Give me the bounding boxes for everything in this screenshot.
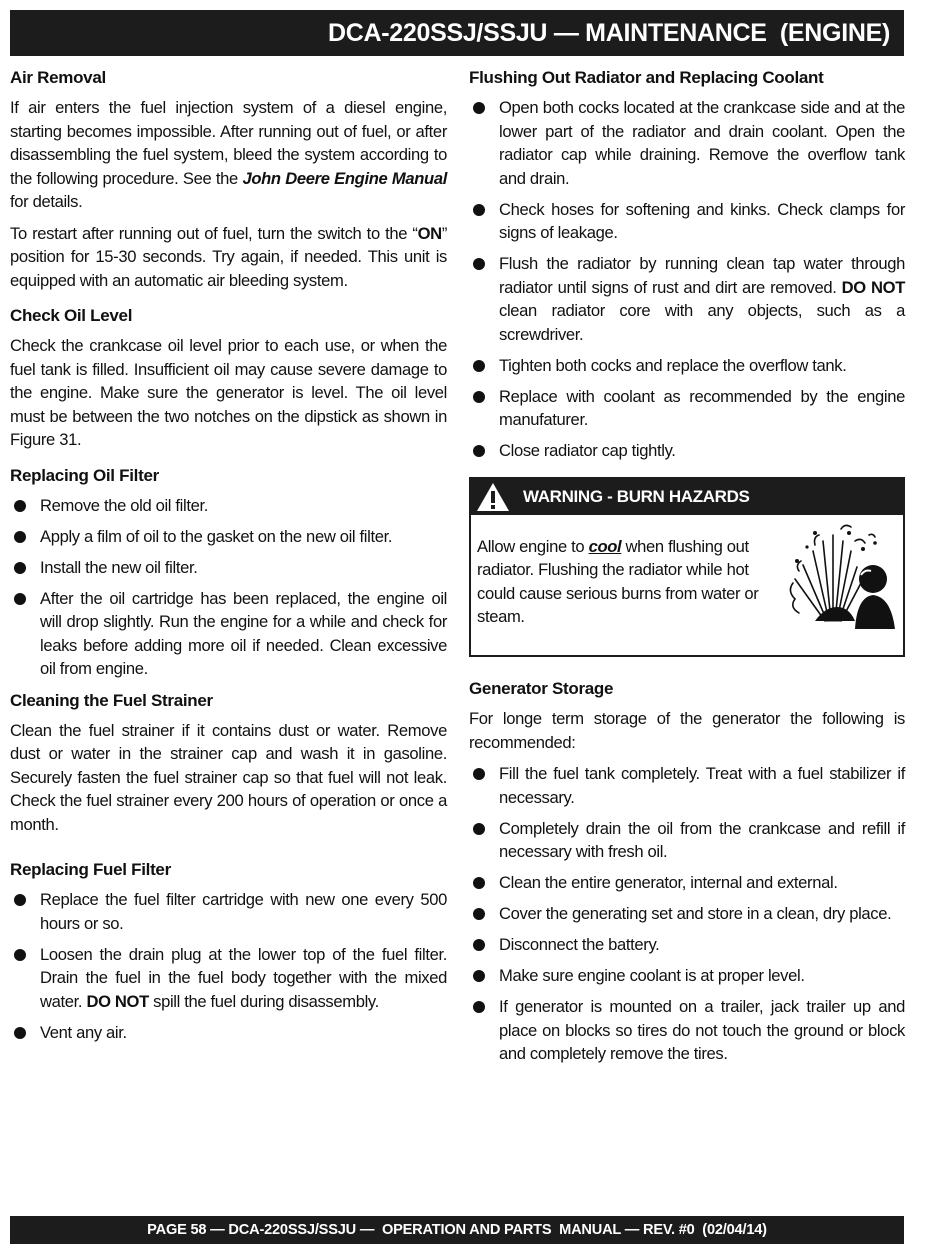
text-run: for details.	[10, 192, 83, 211]
list-item: Disconnect the battery.	[469, 933, 905, 957]
air-removal-paragraph-2	[10, 222, 447, 293]
warning-text	[477, 535, 775, 629]
manual-reference: John Deere Engine Manual	[242, 168, 447, 188]
check-oil-paragraph: Check the crankcase oil level prior to each use, or when the fuel tank is filled. Insufficient oil may cause severe damage to the engine. Make sure the generator is level. The oil level must be between the two notches on the dipstick as shown in Figure 31.	[10, 336, 447, 449]
text-run: If air enters the fuel injection system of a diesel engine, starting becomes impossible. After running out of fuel, or after disassembling the fuel system, bleed the system according to the following procedure. See the	[10, 98, 447, 188]
text-run: ” position for 15-30 seconds. Try again, if needed. This unit is equipped with an automatic air bleeding system.	[10, 223, 447, 290]
section-flushing-radiator	[469, 66, 905, 463]
air-removal-paragraph-1	[10, 96, 447, 214]
list-item: Replace the fuel filter cartridge with new one every 500 hours or so.	[10, 888, 447, 935]
section-generator-storage	[469, 677, 905, 1066]
storage-intro: For longe term storage of the generator the following is recommended:	[469, 709, 905, 752]
heading-flushing-radiator: Flushing Out Radiator and Replacing Coolant	[469, 68, 824, 87]
heading-replacing-oil-filter: Replacing Oil Filter	[10, 465, 159, 485]
list-item: Open both cocks located at the crankcase side and at the lower part of the radiator and drain coolant. Open the radiator cap while draining. Remove the overflow tank and drain.	[469, 96, 905, 190]
text-run: Allow engine to	[477, 536, 589, 556]
list-item	[469, 252, 905, 346]
list-item: Clean the entire generator, internal and external.	[469, 871, 905, 895]
section-replacing-fuel-filter	[10, 858, 447, 1044]
list-item: Install the new oil filter.	[10, 556, 447, 580]
list-item: Completely drain the oil from the crankcase and refill if necessary with fresh oil.	[469, 817, 905, 864]
cool-keyword: cool	[588, 536, 622, 556]
page-header	[10, 10, 904, 56]
on-keyword: ON	[417, 223, 442, 243]
text-run: spill the fuel during disassembly.	[148, 991, 379, 1011]
list-item: Close radiator cap tightly.	[469, 439, 905, 463]
radiator-list	[469, 96, 905, 463]
text-run: Flush the radiator by running clean tap water through radiator until signs of rust and dirt are removed.	[499, 254, 905, 297]
fuel-filter-list	[10, 888, 447, 1044]
warning-header	[471, 479, 903, 515]
text-run: when flushing out radiator. Flushing the radiator while hot could cause serious burns from water or steam.	[477, 536, 759, 626]
oil-filter-list	[10, 494, 447, 681]
list-item: If generator is mounted on a trailer, jack trailer up and place on blocks so tires do not touch the ground or block and completely remove the tires.	[469, 995, 905, 1066]
storage-list	[469, 762, 905, 1066]
right-column	[469, 66, 905, 1074]
list-item: Fill the fuel tank completely. Treat with a fuel stabilizer if necessary.	[469, 762, 905, 809]
list-item: Apply a film of oil to the gasket on the new oil filter.	[10, 525, 447, 549]
page-title: DCA-220SSJ/SSJU — MAINTENANCE (ENGINE)	[327, 18, 890, 47]
list-item: Make sure engine coolant is at proper level.	[469, 964, 905, 988]
warning-body	[471, 515, 903, 656]
heading-replacing-fuel-filter: Replacing Fuel Filter	[10, 860, 171, 879]
list-item: Replace with coolant as recommended by the engine manufaturer.	[469, 385, 905, 432]
do-not-keyword: DO NOT	[841, 277, 905, 297]
list-item: Vent any air.	[10, 1021, 447, 1045]
fuel-strainer-paragraph: Clean the fuel strainer if it contains dust or water. Remove dust or water in the strainer cap and wash it in gasoline. Securely fasten the fuel strainer cap so that fuel will not leak. Check the fuel strainer every 200 hours of operation or once a month.	[10, 720, 447, 834]
section-cleaning-fuel-strainer	[10, 689, 447, 837]
list-item	[10, 943, 447, 1014]
list-item: After the oil cartridge has been replaced, the engine oil will drop slightly. Run the engine for a while and check for leaks before adding more oil if needed. Clean excessive oil from engine.	[10, 587, 447, 681]
section-replacing-oil-filter	[10, 464, 447, 681]
warning-title: WARNING - BURN HAZARDS	[523, 486, 750, 506]
section-air-removal	[10, 66, 447, 292]
list-item: Tighten both cocks and replace the overflow tank.	[469, 354, 905, 378]
heading-check-oil-level: Check Oil Level	[10, 306, 133, 325]
footer-text: PAGE 58 — DCA-220SSJ/SSJU — OPERATION AND PARTS MANUAL — REV. #0 (02/04/14)	[147, 1222, 767, 1238]
left-column	[10, 66, 447, 1052]
heading-air-removal: Air Removal	[10, 68, 106, 87]
list-item: Cover the generating set and store in a clean, dry place.	[469, 902, 905, 926]
text-run: clean radiator core with any objects, such as a screwdriver.	[499, 301, 905, 344]
burn-hazard-icon	[785, 521, 897, 638]
heading-cleaning-fuel-strainer: Cleaning the Fuel Strainer	[10, 690, 213, 710]
text-run: Loosen the drain plug at the lower top of the fuel filter. Drain the fuel in the fuel body together with the mixed water.	[40, 944, 447, 1011]
heading-generator-storage: Generator Storage	[469, 679, 614, 698]
section-check-oil-level	[10, 304, 447, 452]
warning-triangle-icon	[475, 481, 511, 513]
page-footer	[10, 1216, 904, 1244]
list-item: Check hoses for softening and kinks. Check clamps for signs of leakage.	[469, 198, 905, 245]
warning-burn-hazards-box	[469, 477, 905, 658]
do-not-keyword: DO NOT	[86, 991, 149, 1011]
text-run: To restart after running out of fuel, turn the switch to the “	[10, 223, 418, 243]
list-item: Remove the old oil filter.	[10, 494, 447, 518]
